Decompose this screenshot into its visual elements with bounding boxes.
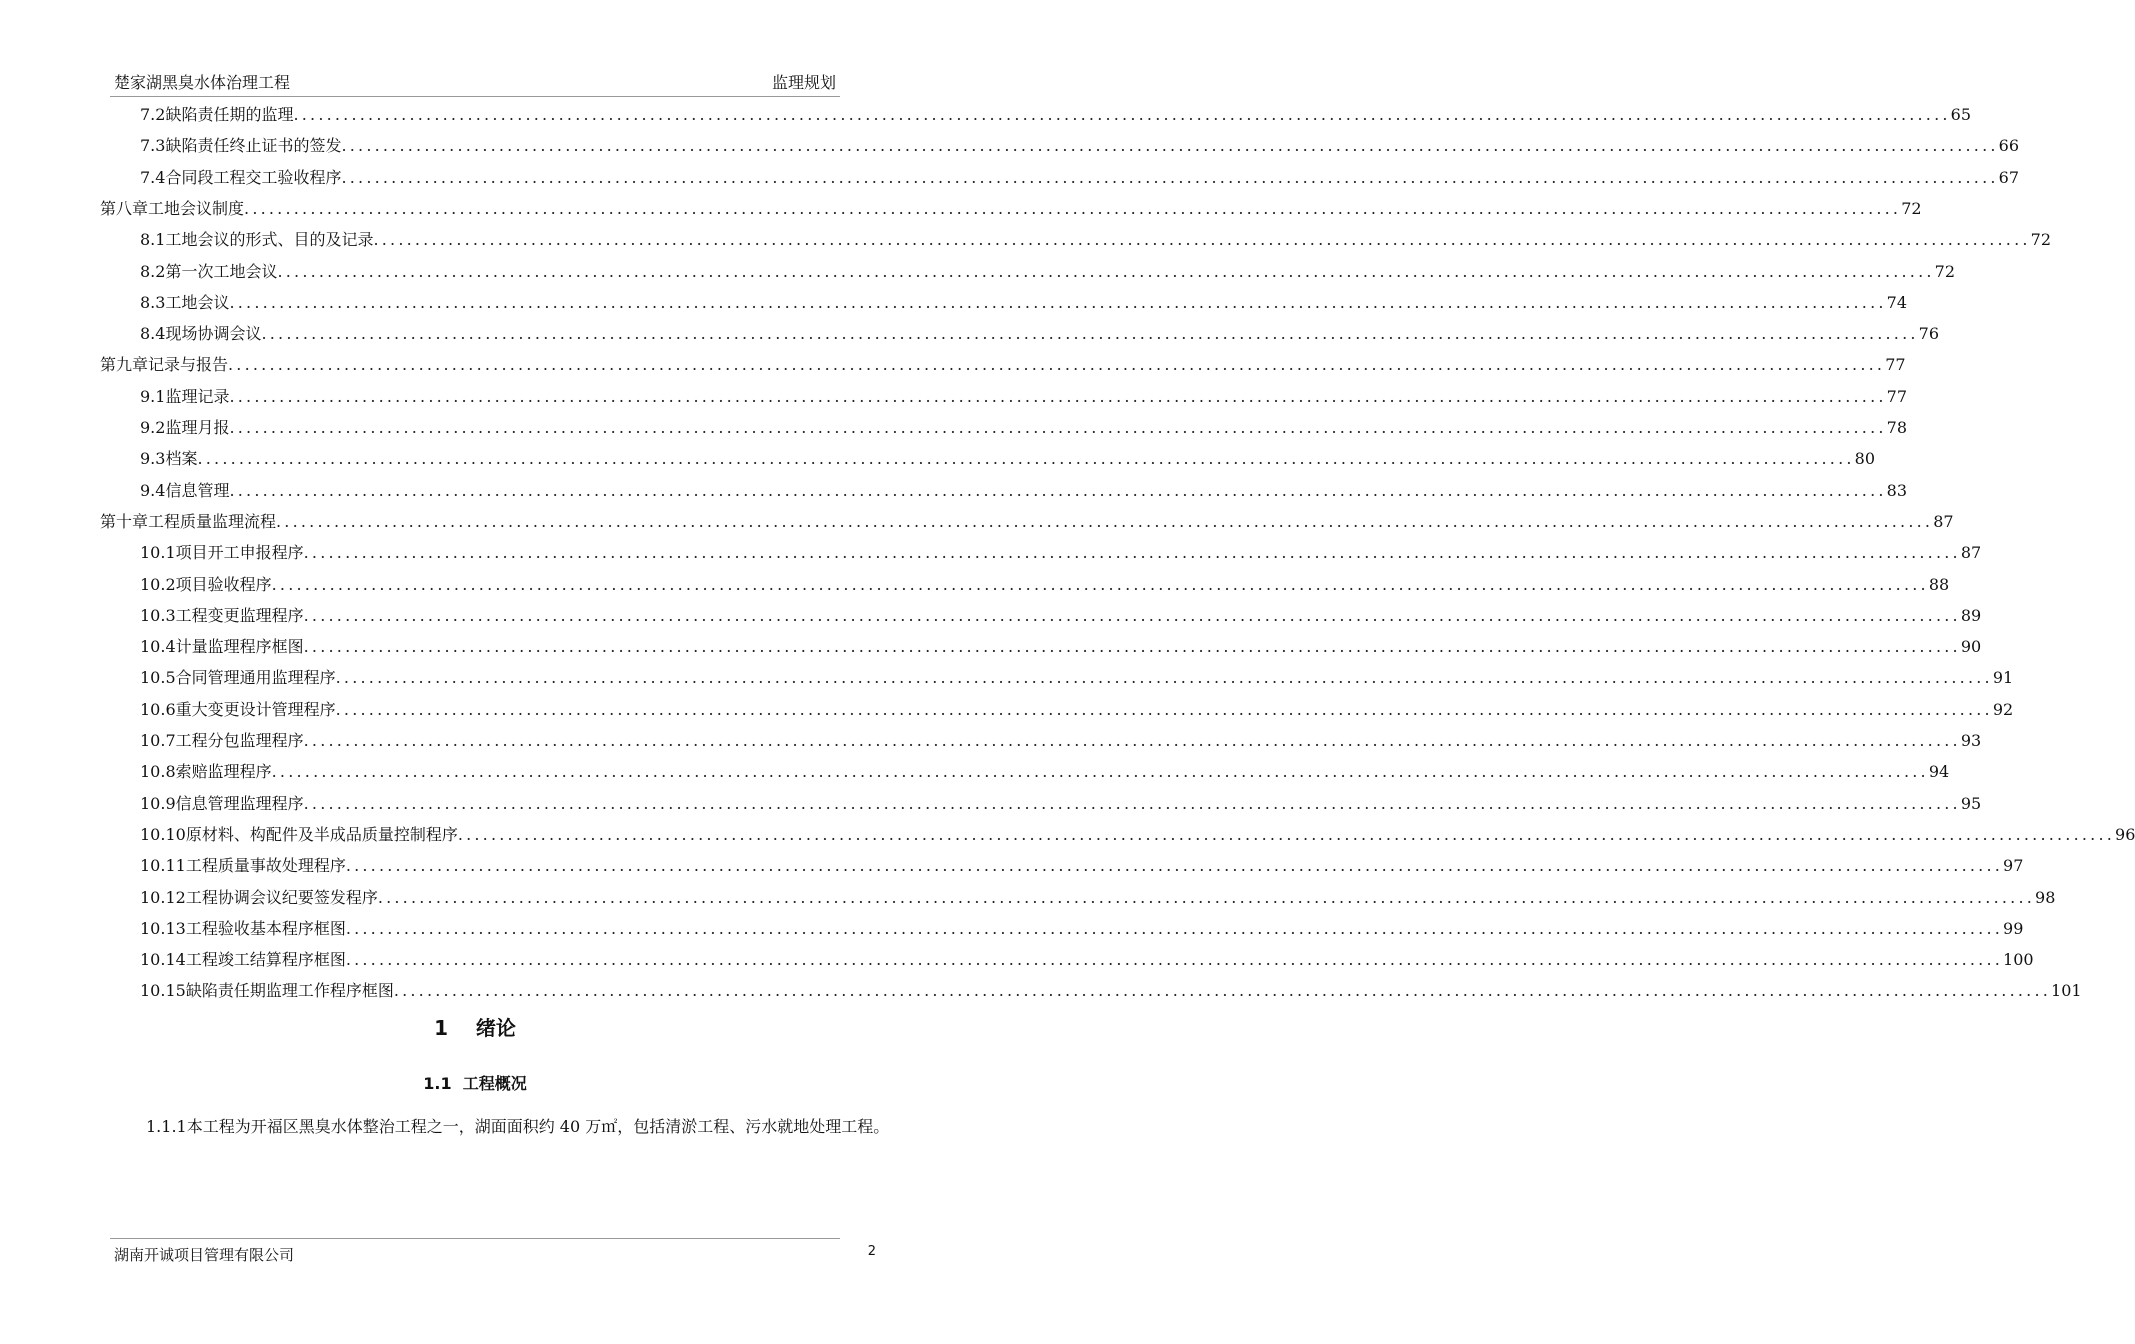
toc-entry-page: 96	[2115, 824, 2135, 844]
toc-entry-title: 缺陷责任终止证书的签发	[165, 136, 342, 156]
toc-entry-page: 83	[1886, 480, 1908, 500]
toc-entry-number: 10.7	[140, 731, 176, 750]
toc-leader-dots: ........................................................................................................................................................................................................	[335, 668, 1993, 688]
toc-entry-number: 9.1	[140, 386, 166, 406]
toc-entry-page: 67	[1998, 167, 2020, 187]
header-document-type: 监理规划	[771, 73, 836, 92]
toc-entry[interactable]	[140, 913, 2024, 944]
toc-leader-dots: ........................................................................................................................................................................................................	[293, 105, 1951, 124]
toc-entry-number: 10.4	[140, 637, 176, 657]
toc-entry-title: 信息管理监理程序	[175, 793, 304, 813]
toc-entry[interactable]	[140, 130, 2020, 161]
toc-leader-dots: ........................................................................................................................................................................................................	[335, 699, 1993, 719]
toc-entry-title: 工程验收基本程序框图	[185, 918, 346, 938]
toc-entry[interactable]	[140, 99, 1972, 130]
toc-entry[interactable]	[140, 819, 2135, 850]
toc-entry-number: 9.4	[140, 480, 166, 500]
toc-entry-number: 10.5	[140, 668, 176, 688]
toc-entry[interactable]	[140, 756, 1950, 787]
toc-entry[interactable]	[100, 193, 1922, 224]
toc-entry[interactable]	[140, 882, 2056, 913]
toc-entry[interactable]	[140, 662, 2014, 693]
toc-entry-number: 10.2	[140, 574, 176, 594]
toc-entry-title: 工地会议制度	[148, 198, 245, 218]
toc-leader-dots: ........................................................................................................................................................................................................	[229, 480, 1887, 500]
toc-leader-dots: ........................................................................................................................................................................................................	[345, 856, 2004, 876]
toc-entry-number: 8.4	[140, 324, 166, 344]
toc-entry[interactable]	[140, 725, 1982, 756]
toc-leader-dots: ........................................................................................................................................................................................................	[271, 574, 1929, 594]
toc-entry-page: 78	[1886, 418, 1908, 437]
toc-entry-page: 101	[2051, 981, 2082, 1001]
toc-entry-page: 99	[2003, 918, 2024, 938]
toc-entry[interactable]	[140, 569, 1950, 600]
toc-entry-page: 100	[2003, 950, 2034, 970]
toc-leader-dots: ........................................................................................................................................................................................................	[229, 292, 1887, 312]
toc-leader-dots: ........................................................................................................................................................................................................	[373, 230, 2031, 250]
toc-entry-title: 重大变更设计管理程序	[175, 699, 336, 719]
toc-entry-page: 91	[1992, 668, 2014, 688]
toc-entry-number: 8.2	[140, 261, 166, 281]
toc-leader-dots: ........................................................................................................................................................................................................	[197, 449, 1855, 469]
toc-entry-number: 7.4	[140, 167, 166, 187]
toc-entry-number: 10.13	[140, 918, 186, 938]
toc-leader-dots: ........................................................................................................................................................................................................	[261, 324, 1919, 344]
toc-entry[interactable]	[140, 944, 2034, 975]
footer-divider	[110, 1238, 840, 1239]
toc-leader-dots: ........................................................................................................................................................................................................	[303, 637, 1961, 657]
toc-entry[interactable]	[140, 537, 1982, 568]
toc-entry[interactable]	[140, 475, 1908, 506]
toc-entry-page: 87	[1960, 543, 1982, 563]
toc-entry-title: 项目开工申报程序	[175, 543, 304, 563]
toc-entry[interactable]	[140, 694, 2014, 725]
toc-entry-page: 72	[1934, 261, 1956, 281]
toc-leader-dots: ........................................................................................................................................................................................................	[341, 167, 1999, 187]
toc-entry-page: 93	[1960, 731, 1982, 750]
toc-entry[interactable]	[140, 287, 1908, 318]
toc-entry-title: 工程质量事故处理程序	[185, 856, 346, 876]
toc-entry[interactable]	[140, 381, 1908, 412]
toc-entry-title: 第九章记录与报告	[100, 355, 229, 375]
toc-entry-title: 原材料、构配件及半成品质量控制程序	[185, 824, 458, 844]
toc-entry-title: 现场协调会议	[165, 324, 262, 344]
toc-entry-page: 66	[1998, 136, 2020, 156]
toc-leader-dots: ........................................................................................................................................................................................................	[457, 824, 2116, 844]
toc-entry-title: 第十章工程质量监理流程	[100, 511, 277, 531]
toc-entry-page: 94	[1928, 762, 1950, 782]
toc-entry-title: 工地会议	[165, 292, 230, 312]
footer-company: 湖南开诚项目管理有限公司	[114, 1246, 295, 1264]
toc-entry-page: 77	[1886, 386, 1908, 406]
toc-entry-title: 索赔监理程序	[175, 762, 272, 782]
subsection-number: 1.1	[423, 1074, 452, 1093]
toc-entry-title: 工程协调会议纪要签发程序	[185, 887, 378, 907]
toc-leader-dots: ........................................................................................................................................................................................................	[228, 355, 1886, 375]
toc-entry-page: 72	[1901, 198, 1922, 218]
toc-entry-number: 10.1	[140, 543, 176, 563]
toc-entry-page: 95	[1960, 793, 1982, 813]
footer-page-number: 2	[867, 1244, 876, 1259]
toc-entry-page: 74	[1886, 292, 1908, 312]
toc-entry-number: 10.10	[140, 824, 186, 844]
toc-entry-page: 98	[2035, 887, 2056, 907]
toc-entry-number: 10.9	[140, 793, 176, 813]
toc-entry-page: 88	[1928, 574, 1950, 594]
toc-entry-number: 10.11	[140, 856, 186, 876]
toc-leader-dots: ........................................................................................................................................................................................................	[303, 605, 1961, 625]
toc-entry-number: 7.2	[140, 105, 166, 124]
toc-entry-title: 缺陷责任期的监理	[165, 105, 294, 124]
toc-leader-dots: ........................................................................................................................................................................................................	[277, 261, 1935, 281]
section-title: 绪论	[475, 1016, 516, 1040]
toc-leader-dots: ........................................................................................................................................................................................................	[377, 887, 2036, 907]
header-divider	[110, 96, 840, 97]
toc-leader-dots: ........................................................................................................................................................................................................	[341, 136, 1999, 156]
page-footer	[114, 1244, 876, 1265]
toc-entry[interactable]	[140, 224, 2052, 255]
toc-leader-dots: ........................................................................................................................................................................................................	[345, 950, 2004, 970]
toc-entry[interactable]	[140, 788, 1982, 819]
toc-entry-number: 7.3	[140, 136, 166, 156]
toc-entry-number: 10.12	[140, 887, 186, 907]
toc-entry-title: 缺陷责任期监理工作程序框图	[185, 981, 394, 1001]
toc-entry-title: 监理记录	[165, 386, 230, 406]
toc-entry-number: 10.8	[140, 762, 176, 782]
section-heading	[0, 1012, 950, 1041]
toc-entry-title: 合同段工程交工验收程序	[165, 167, 342, 187]
toc-entry[interactable]	[140, 162, 2020, 193]
toc-leader-dots: ........................................................................................................................................................................................................	[393, 981, 2052, 1001]
toc-entry-page: 76	[1918, 324, 1940, 344]
toc-entry-page: 92	[1992, 699, 2014, 719]
toc-leader-dots: ........................................................................................................................................................................................................	[345, 918, 2004, 938]
toc-entry[interactable]	[140, 975, 2082, 1006]
toc-entry-number: 9.2	[140, 418, 166, 437]
subsection-heading	[0, 1071, 950, 1094]
toc-entry-title: 监理月报	[165, 418, 230, 437]
toc-entry-number: 10.6	[140, 699, 176, 719]
toc-entry-number: 10.15	[140, 981, 186, 1001]
toc-entry-page: 90	[1960, 637, 1982, 657]
toc-leader-dots: ........................................................................................................................................................................................................	[303, 543, 1961, 563]
toc-leader-dots: ........................................................................................................................................................................................................	[229, 418, 1887, 437]
toc-leader-dots: ........................................................................................................................................................................................................	[276, 511, 1934, 531]
toc-entry-page: 80	[1854, 449, 1876, 469]
toc-entry-title: 工程变更监理程序	[175, 605, 304, 625]
toc-entry-number: 10.3	[140, 605, 176, 625]
toc-leader-dots: ........................................................................................................................................................................................................	[229, 386, 1887, 406]
header-project-title: 楚家湖黑臭水体治理工程	[114, 73, 291, 92]
toc-entry-page: 97	[2003, 856, 2024, 876]
toc-entry-title: 工地会议的形式、目的及记录	[165, 230, 374, 250]
toc-leader-dots: ........................................................................................................................................................................................................	[271, 762, 1929, 782]
toc-entry-title: 计量监理程序框图	[175, 637, 304, 657]
toc-entry[interactable]	[140, 850, 2024, 881]
toc-entry[interactable]	[140, 600, 1982, 631]
toc-entry[interactable]	[140, 443, 1876, 474]
toc-entry-title: 项目验收程序	[175, 574, 272, 594]
toc-entry[interactable]	[140, 256, 1956, 287]
subsection-title: 工程概况	[462, 1074, 527, 1093]
toc-entry[interactable]	[100, 506, 1954, 537]
toc-entry-page: 72	[2030, 230, 2052, 250]
toc-entry[interactable]	[100, 349, 1906, 380]
toc-entry-page: 87	[1933, 511, 1954, 531]
toc-entry-title: 工程竣工结算程序框图	[185, 950, 346, 970]
toc-entry-number: 9.3	[140, 449, 166, 469]
toc-entry-title: 工程分包监理程序	[175, 731, 304, 750]
page-header	[114, 70, 836, 94]
toc-entry[interactable]	[140, 631, 1982, 662]
toc-entry-title: 档案	[165, 449, 198, 469]
toc-leader-dots: ........................................................................................................................................................................................................	[244, 198, 1902, 218]
toc-entry-page: 77	[1885, 355, 1906, 375]
toc-entry-number: 8.1	[140, 230, 166, 250]
toc-entry[interactable]	[140, 412, 1908, 443]
section-number: 1	[434, 1016, 449, 1040]
toc-leader-dots: ........................................................................................................................................................................................................	[303, 793, 1961, 813]
toc-entry-page: 89	[1960, 605, 1982, 625]
body-paragraph: 1.1.1本工程为开福区黑臭水体整治工程之一，湖面面积约 40 万㎡，包括清淤工程、污水就地处理工程。	[146, 1117, 890, 1136]
toc-entry-title: 第一次工地会议	[165, 261, 278, 281]
toc-entry-title: 信息管理	[165, 480, 230, 500]
toc-entry[interactable]	[140, 318, 1940, 349]
toc-leader-dots: ........................................................................................................................................................................................................	[303, 731, 1961, 750]
toc-entry-page: 65	[1950, 105, 1972, 124]
toc-entry-number: 8.3	[140, 292, 166, 312]
toc-entry-title: 合同管理通用监理程序	[175, 668, 336, 688]
toc-entry-number: 第八章	[100, 198, 149, 218]
toc-entry-number: 10.14	[140, 950, 186, 970]
